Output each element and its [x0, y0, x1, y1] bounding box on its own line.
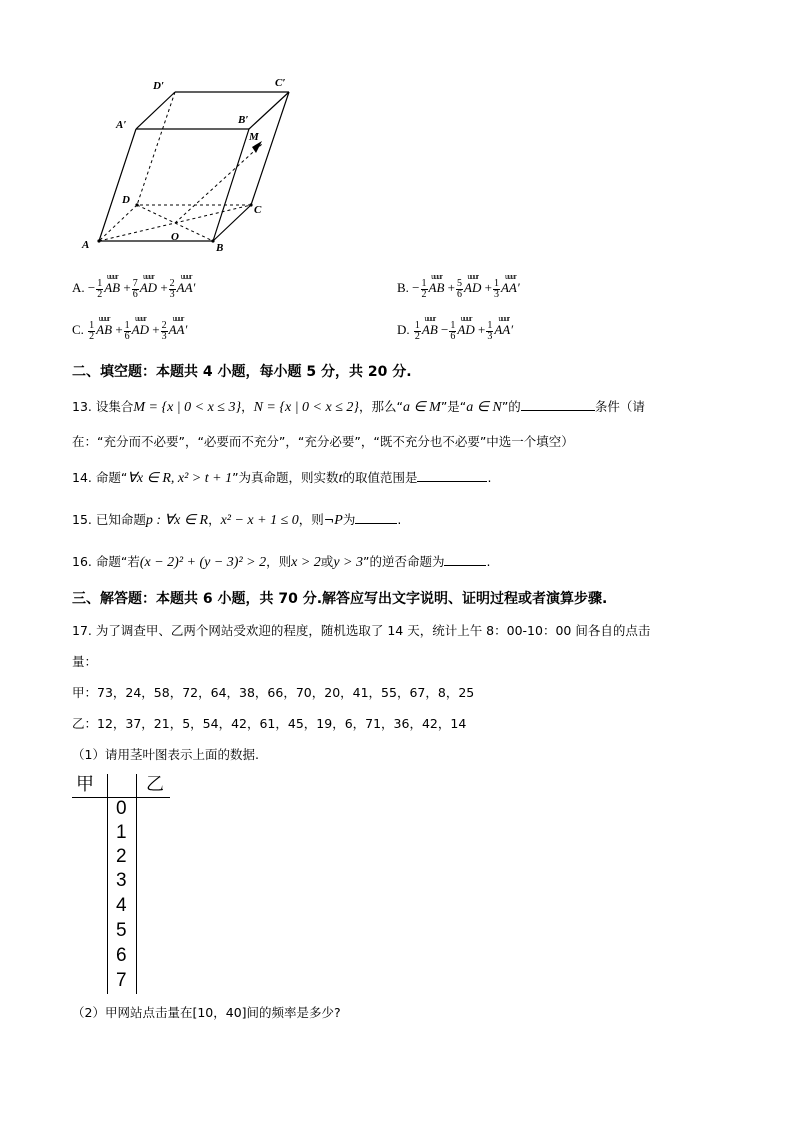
option-letter: D. [397, 322, 410, 337]
label-b-prime: B′ [238, 114, 249, 126]
option-letter: C. [72, 322, 84, 337]
stem-7: 7 [116, 970, 127, 991]
stem-6: 6 [116, 945, 127, 966]
question-16: 16. 命题“若(x − 2)² + (y − 3)² > 2，则x > 2或y > 3”的逆否命题为 . [72, 554, 491, 570]
question-17-line2: 量： [72, 654, 98, 669]
data-yi: 乙：12，37，21，5，54，42，61，45，19，6，71，36，42，14 [72, 716, 467, 731]
option-letter: B. [397, 280, 409, 295]
label-d: D [122, 194, 130, 206]
stem-leaf-vline-left [107, 774, 108, 994]
option-c[interactable]: C. $\frac{1}{2}$ uuur AB + $\frac{1}{6}$ uuur AD + $\frac{2}{3}$ uuur AA′ [72, 314, 188, 342]
label-o: O [171, 231, 179, 243]
question-17-line1: 17. 为了调查甲、乙两个网站受欢迎的程度，随机选取了 14 天，统计上午 8：00-10：00 间各自的点击 [72, 623, 651, 638]
question-13: 13. 设集合M = {x | 0 < x ≤ 3}，N = {x | 0 < x ≤ 2}，那么“a ∈ M”是“a ∈ N”的 条件（请 [72, 399, 645, 415]
parallelepiped-figure [70, 70, 300, 260]
label-b: B [216, 242, 224, 254]
answer-blank[interactable] [444, 553, 486, 566]
stem-5: 5 [116, 920, 127, 941]
stem-leaf-vline-right [136, 774, 137, 994]
question-17-part1: （1）请用茎叶图表示上面的数据. [72, 747, 259, 762]
stem-1: 1 [116, 822, 127, 843]
label-a: A [82, 239, 90, 251]
label-c-prime: C′ [275, 77, 286, 89]
option-b[interactable]: B. − $\frac{1}{2}$ uuur AB + $\frac{5}{6}$ uuur AD + $\frac{1}{3}$ uuur AA′ [397, 272, 520, 300]
label-c: C [254, 204, 262, 216]
option-letter: A. [72, 280, 85, 295]
option-a[interactable]: A. − $\frac{1}{2}$ uuur AB + $\frac{7}{6}$ uuur AD + $\frac{2}{3}$ uuur AA′ [72, 272, 196, 300]
answer-blank[interactable] [355, 511, 397, 524]
label-m: M [249, 131, 259, 143]
stem-3: 3 [116, 870, 127, 891]
option-d[interactable]: D. $\frac{1}{2}$ uuur AB − $\frac{1}{6}$ uuur AD + $\frac{1}{3}$ uuur AA′ [397, 314, 514, 342]
stem-leaf-header-jia: 甲 [76, 774, 94, 795]
stem-4: 4 [116, 895, 127, 916]
stem-leaf-header-yi: 乙 [146, 774, 164, 795]
stem-2: 2 [116, 846, 127, 867]
label-d-prime: D′ [153, 80, 165, 92]
section-heading-fill-in: 二、填空题：本题共 4 小题，每小题 5 分，共 20 分. [72, 364, 412, 380]
stem-0: 0 [116, 798, 127, 819]
answer-blank[interactable] [417, 469, 487, 482]
question-17-part2: （2）甲网站点击量在[10，40]间的频率是多少? [72, 1005, 341, 1020]
data-jia: 甲：73，24，58，72，64，38，66，70，20，41，55，67，8，25 [72, 685, 475, 700]
section-heading-answer: 三、解答题：本题共 6 小题，共 70 分.解答应写出文字说明、证明过程或者演算步骤. [72, 591, 608, 607]
question-14: 14. 命题“∀x ∈ R, x² > t + 1”为真命题，则实数t的取值范围是 . [72, 470, 492, 486]
answer-blank[interactable] [521, 398, 595, 411]
label-a-prime: A′ [116, 119, 127, 131]
question-15: 15. 已知命题p : ∀x ∈ R，x² − x + 1 ≤ 0，则¬P为 . [72, 512, 402, 528]
question-13-line2: 在：“充分而不必要”，“必要而不充分”，“充分必要”，“既不充分也不必要”中选一个填空） [72, 434, 574, 449]
